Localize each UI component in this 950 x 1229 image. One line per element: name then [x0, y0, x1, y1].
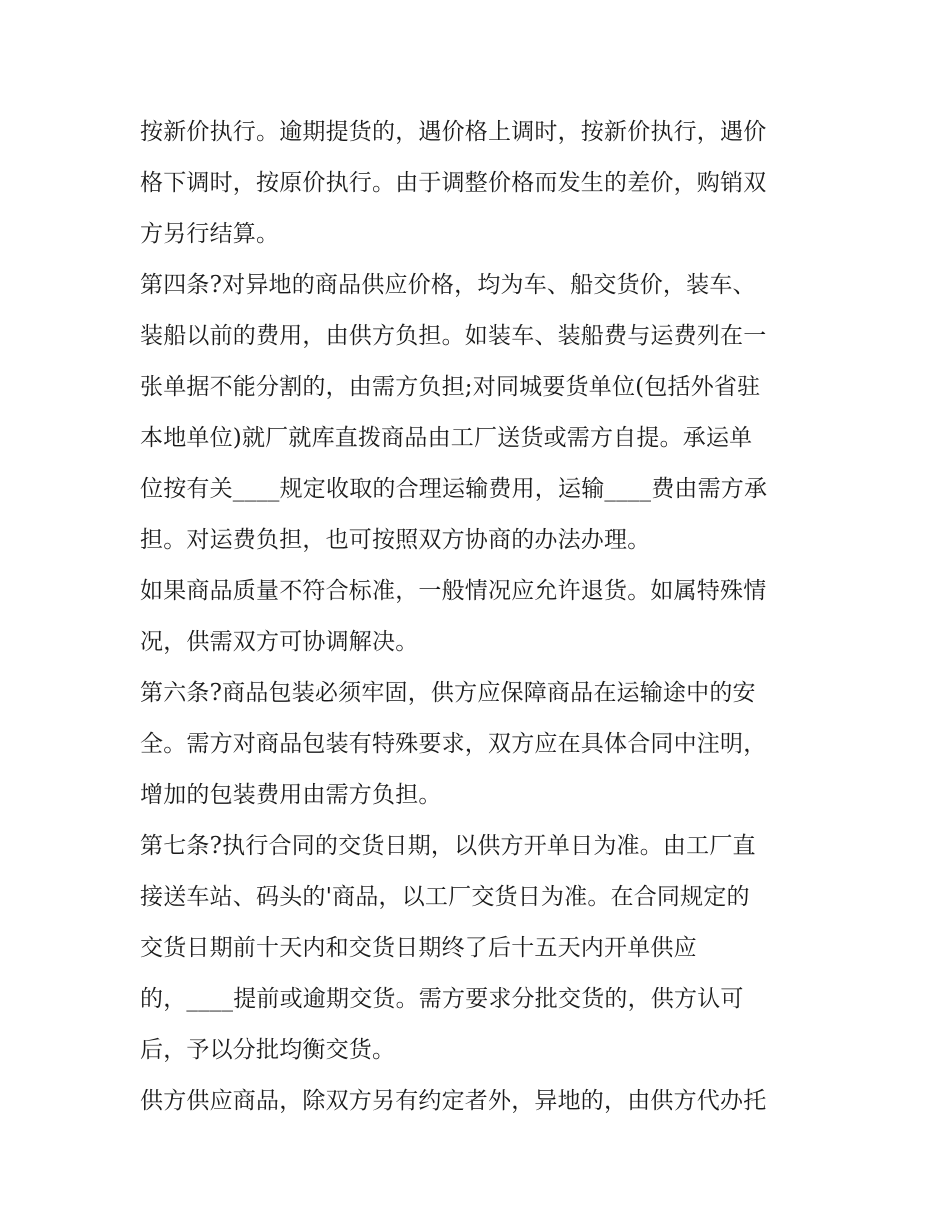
text-line: 全。需方对商品包装有特殊要求，双方应在具体合同中注明，: [140, 731, 767, 757]
text-line: 供方供应商品，除双方另有约定者外，异地的，由供方代办托: [140, 1088, 767, 1114]
text-line: 如果商品质量不符合标准，一般情况应允许退货。如属特殊情: [140, 578, 767, 604]
text-line: 交货日期前十天内和交货日期终了后十五天内开单供应: [140, 935, 697, 961]
text-line: 第七条?执行合同的交货日期，以供方开单日为准。由工厂直: [140, 833, 756, 859]
text-line: 张单据不能分割的，由需方负担;对同城要货单位(包括外省驻: [140, 374, 761, 400]
text-line: 第四条?对异地的商品供应价格，均为车、船交货价，装车、: [140, 272, 756, 298]
text-line: 增加的包装费用由需方负担。: [140, 782, 442, 808]
text-line: 的，____提前或逾期交货。需方要求分批交货的，供方认可: [140, 986, 744, 1012]
text-line: 本地单位)就厂就库直拨商品由工厂送货或需方自提。承运单: [140, 425, 753, 451]
text-line: 后，予以分批均衡交货。: [140, 1037, 396, 1063]
text-line: 接送车站、码头的'商品，以工厂交货日为准。在合同规定的: [140, 884, 750, 910]
text-line: 第六条?商品包装必须牢固，供方应保障商品在运输途中的安: [140, 680, 756, 706]
text-line: 方另行结算。: [140, 221, 280, 247]
text-line: 位按有关____规定收取的合理运输费用，运输____费由需方承: [140, 476, 768, 502]
text-line: 担。对运费负担，也可按照双方协商的办法办理。: [140, 527, 651, 553]
text-line: 按新价执行。逾期提货的，遇价格上调时，按新价执行，遇价: [140, 119, 767, 145]
document-body: [140, 107, 820, 1127]
text-line: 装船以前的费用，由供方负担。如装车、装船费与运费列在一: [140, 323, 767, 349]
text-line: 况，供需双方可协调解决。: [140, 629, 419, 655]
text-line: 格下调时，按原价执行。由于调整价格而发生的差价，购销双: [140, 170, 767, 196]
